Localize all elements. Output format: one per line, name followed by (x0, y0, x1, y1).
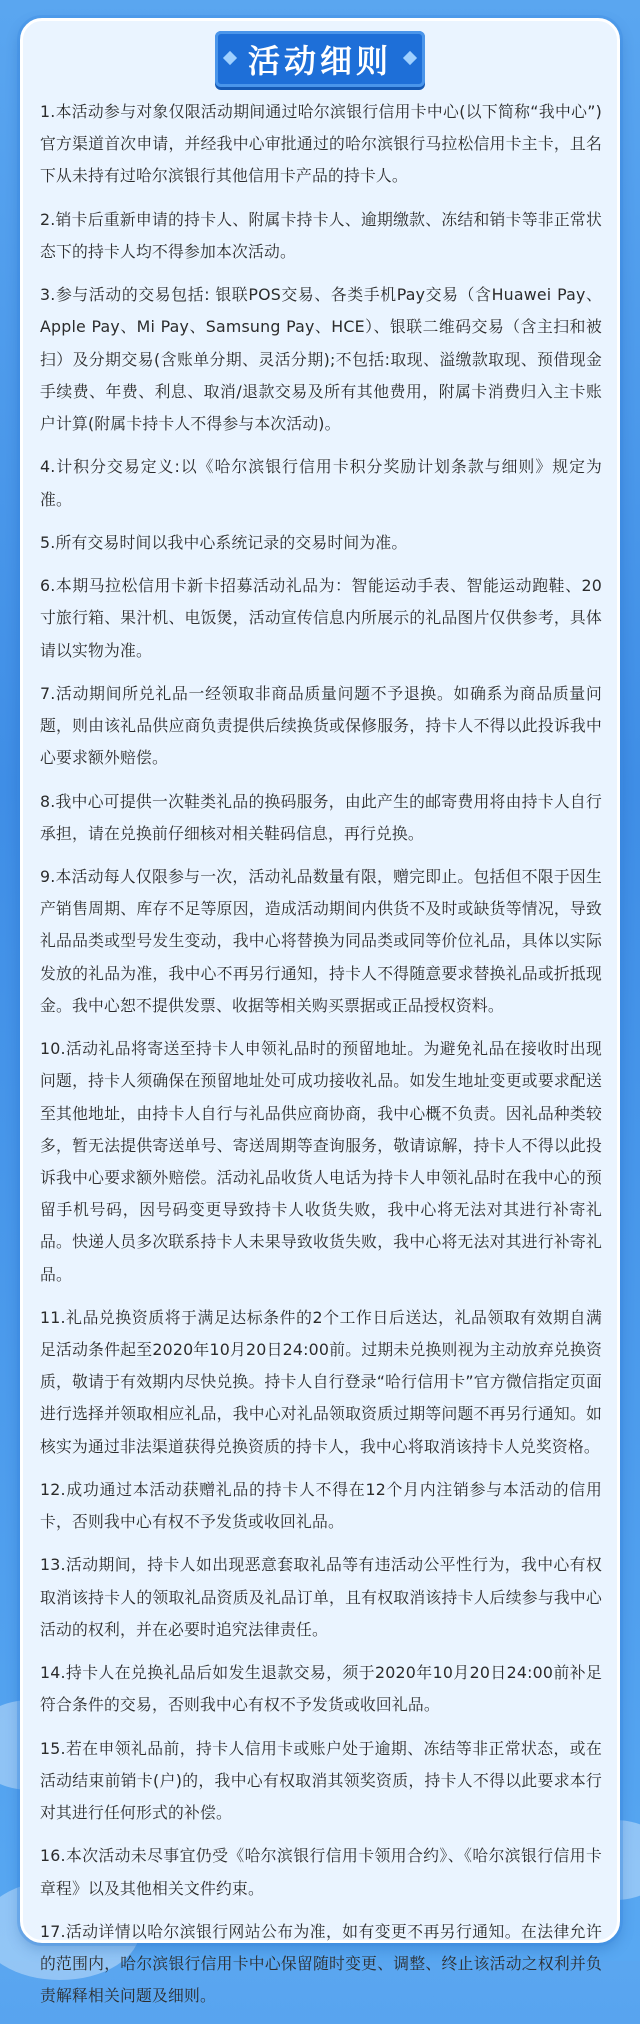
rule-item: 15.若在申领礼品前，持卡人信用卡或账户处于逾期、冻结等非正常状态，或在活动结束前销卡(户)的，我中心有权取消其领奖资质，持卡人不得以此要求本行对其进行任何形式的补偿。 (40, 1738, 602, 1823)
rule-item: 6.本期马拉松信用卡新卡招募活动礼品为：智能运动手表、智能运动跑鞋、20寸旅行箱、果汁机、电饭煲，活动宣传信息内所展示的礼品图片仅供参考，具体请以实物为准。 (40, 576, 602, 660)
rule-item: 4.计积分交易定义:以《哈尔滨银行信用卡积分奖励计划条款与细则》规定为准。 (40, 457, 602, 509)
rules-list (40, 96, 602, 2024)
rule-item: 2.销卡后重新申请的持卡人、附属卡持卡人、逾期缴款、冻结和销卡等非正常状态下的持卡人均不得参加本次活动。 (40, 209, 602, 261)
title-banner (215, 31, 425, 87)
rule-item: 5.所有交易时间以我中心系统记录的交易时间为准。 (40, 532, 408, 552)
rule-item: 16.本次活动未尽事宜仍受《哈尔滨银行信用卡领用合约》、《哈尔滨银行信用卡章程》以及其他相关文件约束。 (40, 1846, 602, 1898)
page-title: 活动细则 (247, 42, 392, 80)
rule-item: 3.参与活动的交易包括: 银联POS交易、各类手机Pay交易（含Huawei Pay、Apple Pay、Mi Pay、Samsung Pay、HCE）、银联二维码交易（含主扫和被扫）及分期交易(含账单分期、灵活分期);不包括:取现、溢缴款取现、预借现金手续费、年费、利息、取消/退款交易及所有其他费用，附属卡消费归入主卡账户计算(附属卡持卡人不得参与本次活动)。 (40, 285, 602, 434)
rule-item: 10.活动礼品将寄送至持卡人申领礼品时的预留地址。为避免礼品在接收时出现问题，持卡人须确保在预留地址处可成功接收礼品。如发生地址变更或要求配送至其他地址，由持卡人自行与礼品供应商协商，我中心概不负责。因礼品种类较多，暂无法提供寄送单号、寄送周期等查询服务，敬请谅解，持卡人不得以此投诉我中心要求额外赔偿。活动礼品收货人电话为持卡人申领礼品时在我中心的预留手机号码，因号码变更导致持卡人收货失败，我中心将无法对其进行补寄礼品。快递人员多次联系持卡人未果导致收货失败，我中心将无法对其进行补寄礼品。 (40, 1039, 602, 1284)
rule-item: 11.礼品兑换资质将于满足达标条件的2个工作日后送达，礼品领取有效期自满足活动条件起至2020年10月20日24:00前。过期未兑换则视为主动放弃兑换资质，敬请于有效期内尽快兑换。持卡人自行登录“哈行信用卡”官方微信指定页面进行选择并领取相应礼品，我中心对礼品领取资质过期等问题不再另行通知。如核实为通过非法渠道获得兑换资质的持卡人，我中心将取消该持卡人兑奖资格。 (40, 1307, 602, 1456)
rule-item: 7.活动期间所兑礼品一经领取非商品质量问题不予退换。如确系为商品质量问题，则由该礼品供应商负责提供后续换货或保修服务，持卡人不得以此投诉我中心要求额外赔偿。 (40, 683, 602, 768)
rule-item: 13.活动期间，持卡人如出现恶意套取礼品等有违活动公平性行为，我中心有权取消该持卡人的领取礼品资质及礼品订单，且有权取消该持卡人后续参与我中心活动的权利，并在必要时追究法律责任。 (40, 1555, 602, 1639)
rule-item: 8.我中心可提供一次鞋类礼品的换码服务，由此产生的邮寄费用将由持卡人自行承担，请在兑换前仔细核对相关鞋码信息，再行兑换。 (40, 791, 602, 843)
rule-item: 9.本活动每人仅限参与一次，活动礼品数量有限，赠完即止。包括但不限于因生产销售周期、库存不足等原因，造成活动期间内供货不及时或缺货等情况，导致礼品品类或型号发生变动，我中心将替换为同品类或同等价位礼品，具体以实际发放的礼品为准，我中心不再另行通知，持卡人不得随意要求替换礼品或折抵现金。我中心恕不提供发票、收据等相关购买票据或正品授权资料。 (40, 867, 602, 1015)
rule-item: 17.活动详情以哈尔滨银行网站公布为准，如有变更不再另行通知。在法律允许的范围内，哈尔滨银行信用卡中心保留随时变更、调整、终止该活动之权利并负责解释相关问题及细则。 (40, 1921, 602, 2006)
rule-item: 12.成功通过本活动获赠礼品的持卡人不得在12个月内注销参与本活动的信用卡，否则我中心有权不予发货或收回礼品。 (40, 1479, 602, 1532)
rule-item: 1.本活动参与对象仅限活动期间通过哈尔滨银行信用卡中心(以下简称“我中心”)官方渠道首次申请，并经我中心审批通过的哈尔滨银行马拉松信用卡主卡，且名下从未持有过哈尔滨银行其他信用卡产品的持卡人。 (40, 102, 602, 186)
rule-item: 14.持卡人在兑换礼品后如发生退款交易，须于2020年10月20日24:00前补足符合条件的交易，否则我中心有权不予发货或收回礼品。 (40, 1663, 602, 1715)
